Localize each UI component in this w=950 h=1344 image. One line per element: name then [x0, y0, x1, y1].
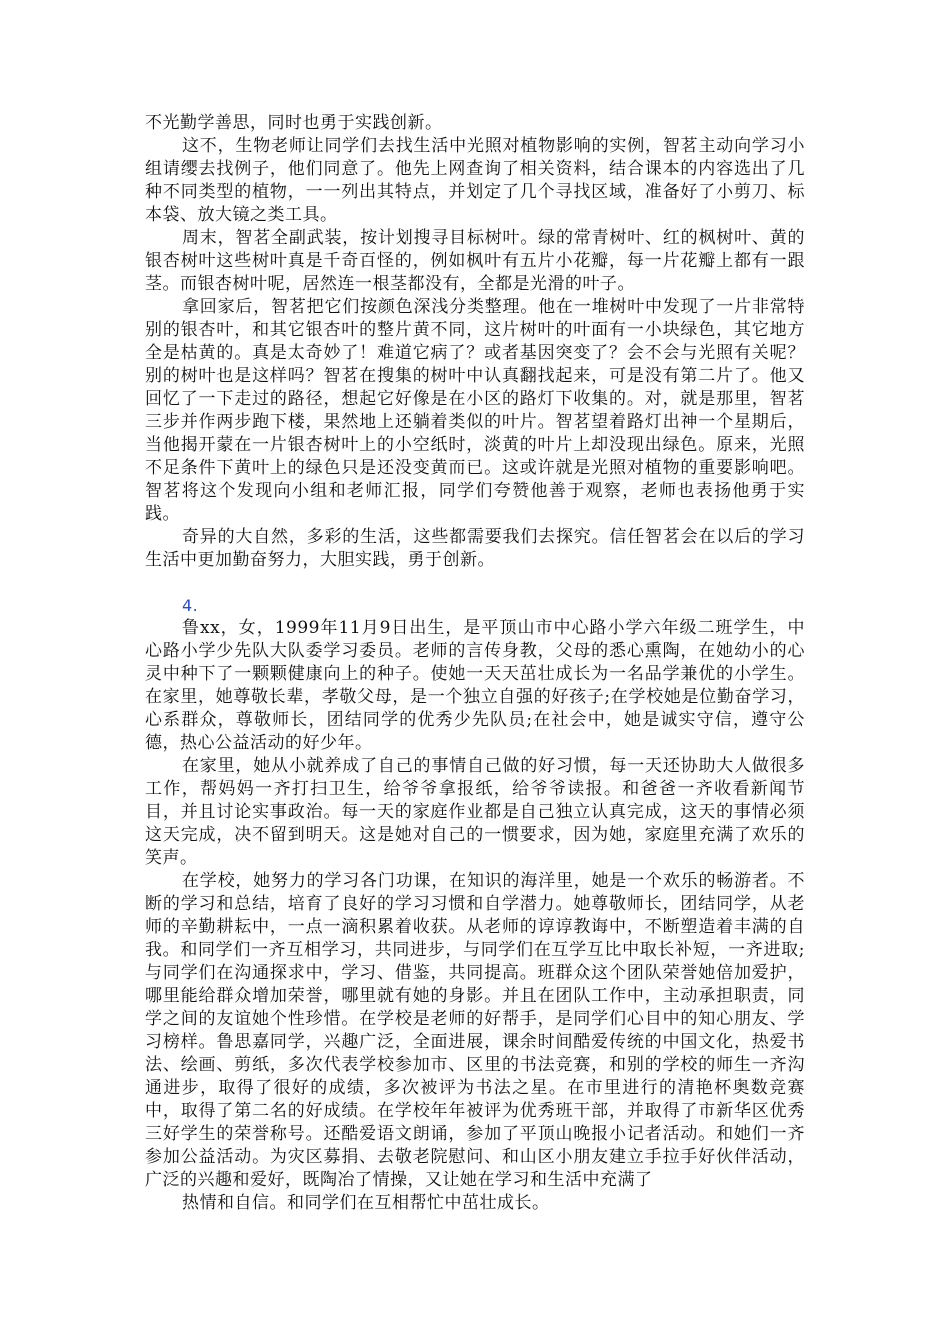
document-page [145, 112, 805, 1215]
paragraph: 这不，生物老师让同学们去找生活中光照对植物影响的实例，智茗主动向学习小组请缨去找例子，他们同意了。他先上网查询了相关资料，结合课本的内容选出了几种不同类型的植物，一一列出其特点，并划定了几个寻找区域，准备好了小剪刀、标本袋、放大镜之类工具。 [145, 136, 805, 225]
section-number: 4. [182, 596, 199, 615]
paragraph: 在学校，她努力的学习各门功课，在知识的海洋里，她是一个欢乐的畅游者。不断的学习和总结，培育了良好的学习习惯和自学潜力。她尊敬师长，团结同学，从老师的辛勤耕耘中，一点一滴积累着收获。从老师的谆谆教诲中，不断塑造着丰满的自我。和同学们一齐互相学习，共同进步，与同学们在互学互比中取长补短，一齐进取;与同学们在沟通探求中，学习、借鉴，共同提高。班群众这个团队荣誉她倍加爱护，哪里能给群众增加荣誉，哪里就有她的身影。并且在团队工作中，主动承担职责，同学之间的友谊她个性珍惜。在学校是老师的好帮手，是同学们心目中的知心朋友、学习榜样。鲁思嘉同学，兴趣广泛，全面进展，课余时间酷爱传统的中国文化，热爱书法、绘画、剪纸，多次代表学校参加市、区里的书法竞赛，和别的学校的师生一齐沟通进步，取得了很好的成绩，多次被评为书法之星。在市里进行的清艳杯奥数竞赛中，取得了第二名的好成绩。在学校年年被评为优秀班干部，并取得了市新华区优秀三好学生的荣誉称号。还酷爱语文朗诵，参加了平顶山晚报小记者活动。和她们一齐参加公益活动。为灾区募捐、去敬老院慰问、和山区小朋友建立手拉手好伙伴活动，广泛的兴趣和爱好，既陶冶了情操，又让她在学习和生活中充满了 [145, 871, 805, 1190]
paragraph: 鲁xx，女，1999年11月9日出生，是平顶山市中心路小学六年级二班学生，中心路小学少先队大队委学习委员。老师的言传身教，父母的悉心熏陶，在她幼小的心灵中种下了一颗颗健康向上的种子。使她一天天茁壮成长为一名品学兼优的小学生。在家里，她尊敬长辈，孝敬父母，是一个独立自强的好孩子;在学校她是位勤奋学习，心系群众，尊敬师长，团结同学的优秀少先队员;在社会中，她是诚实守信，遵守公德，热心公益活动的好少年。 [145, 618, 805, 753]
paragraph: 在家里，她从小就养成了自己的事情自己做的好习惯，每一天还协助大人做很多工作，帮妈妈一齐打扫卫生，给爷爷拿报纸，给爷爷读报。和爸爸一齐收看新闻节目，并且讨论实事政治。每一天的家庭作业都是自己独立认真完成，这天的事情必须这天完成，决不留到明天。这是她对自己的一惯要求，因为她，家庭里充满了欢乐的笑声。 [145, 756, 805, 868]
paragraph: 不光勤学善思，同时也勇于实践创新。 [145, 113, 443, 133]
paragraph: 热情和自信。和同学们在互相帮忙中茁壮成长。 [182, 1193, 550, 1213]
paragraph: 奇异的大自然，多彩的生活，这些都需要我们去探究。信任智茗会在以后的学习生活中更加勤奋努力，大胆实践，勇于创新。 [145, 527, 805, 570]
paragraph: 周末，智茗全副武装，按计划搜寻目标树叶。绿的常青树叶、红的枫树叶、黄的银杏树叶这些树叶真是千奇百怪的，例如枫叶有五片小花瓣，每一片花瓣上都有一跟茎。而银杏树叶呢，居然连一根茎都没有，全都是光滑的叶子。 [145, 228, 805, 294]
paragraph: 拿回家后，智茗把它们按颜色深浅分类整理。他在一堆树叶中发现了一片非常特别的银杏叶，和其它银杏叶的整片黄不同，这片树叶的叶面有一小块绿色，其它地方全是枯黄的。真是太奇妙了！难道它病了？或者基因突变了？会不会与光照有关呢？别的树叶也是这样吗？智茗在搜集的树叶中认真翻找起来，可是没有第二片了。他又回忆了一下走过的路径，想起它好像是在小区的路灯下收集的。对，就是那里，智茗三步并作两步跑下楼，果然地上还躺着类似的叶片。智茗望着路灯出神一个星期后，当他揭开蒙在一片银杏树叶上的小空纸时，淡黄的叶片上却没现出绿色。原来，光照不足条件下黄叶上的绿色只是还没变黄而已。这或许就是光照对植物的重要影响吧。智茗将这个发现向小组和老师汇报，同学们夸赞他善于观察，老师也表扬他勇于实践。 [145, 297, 805, 524]
